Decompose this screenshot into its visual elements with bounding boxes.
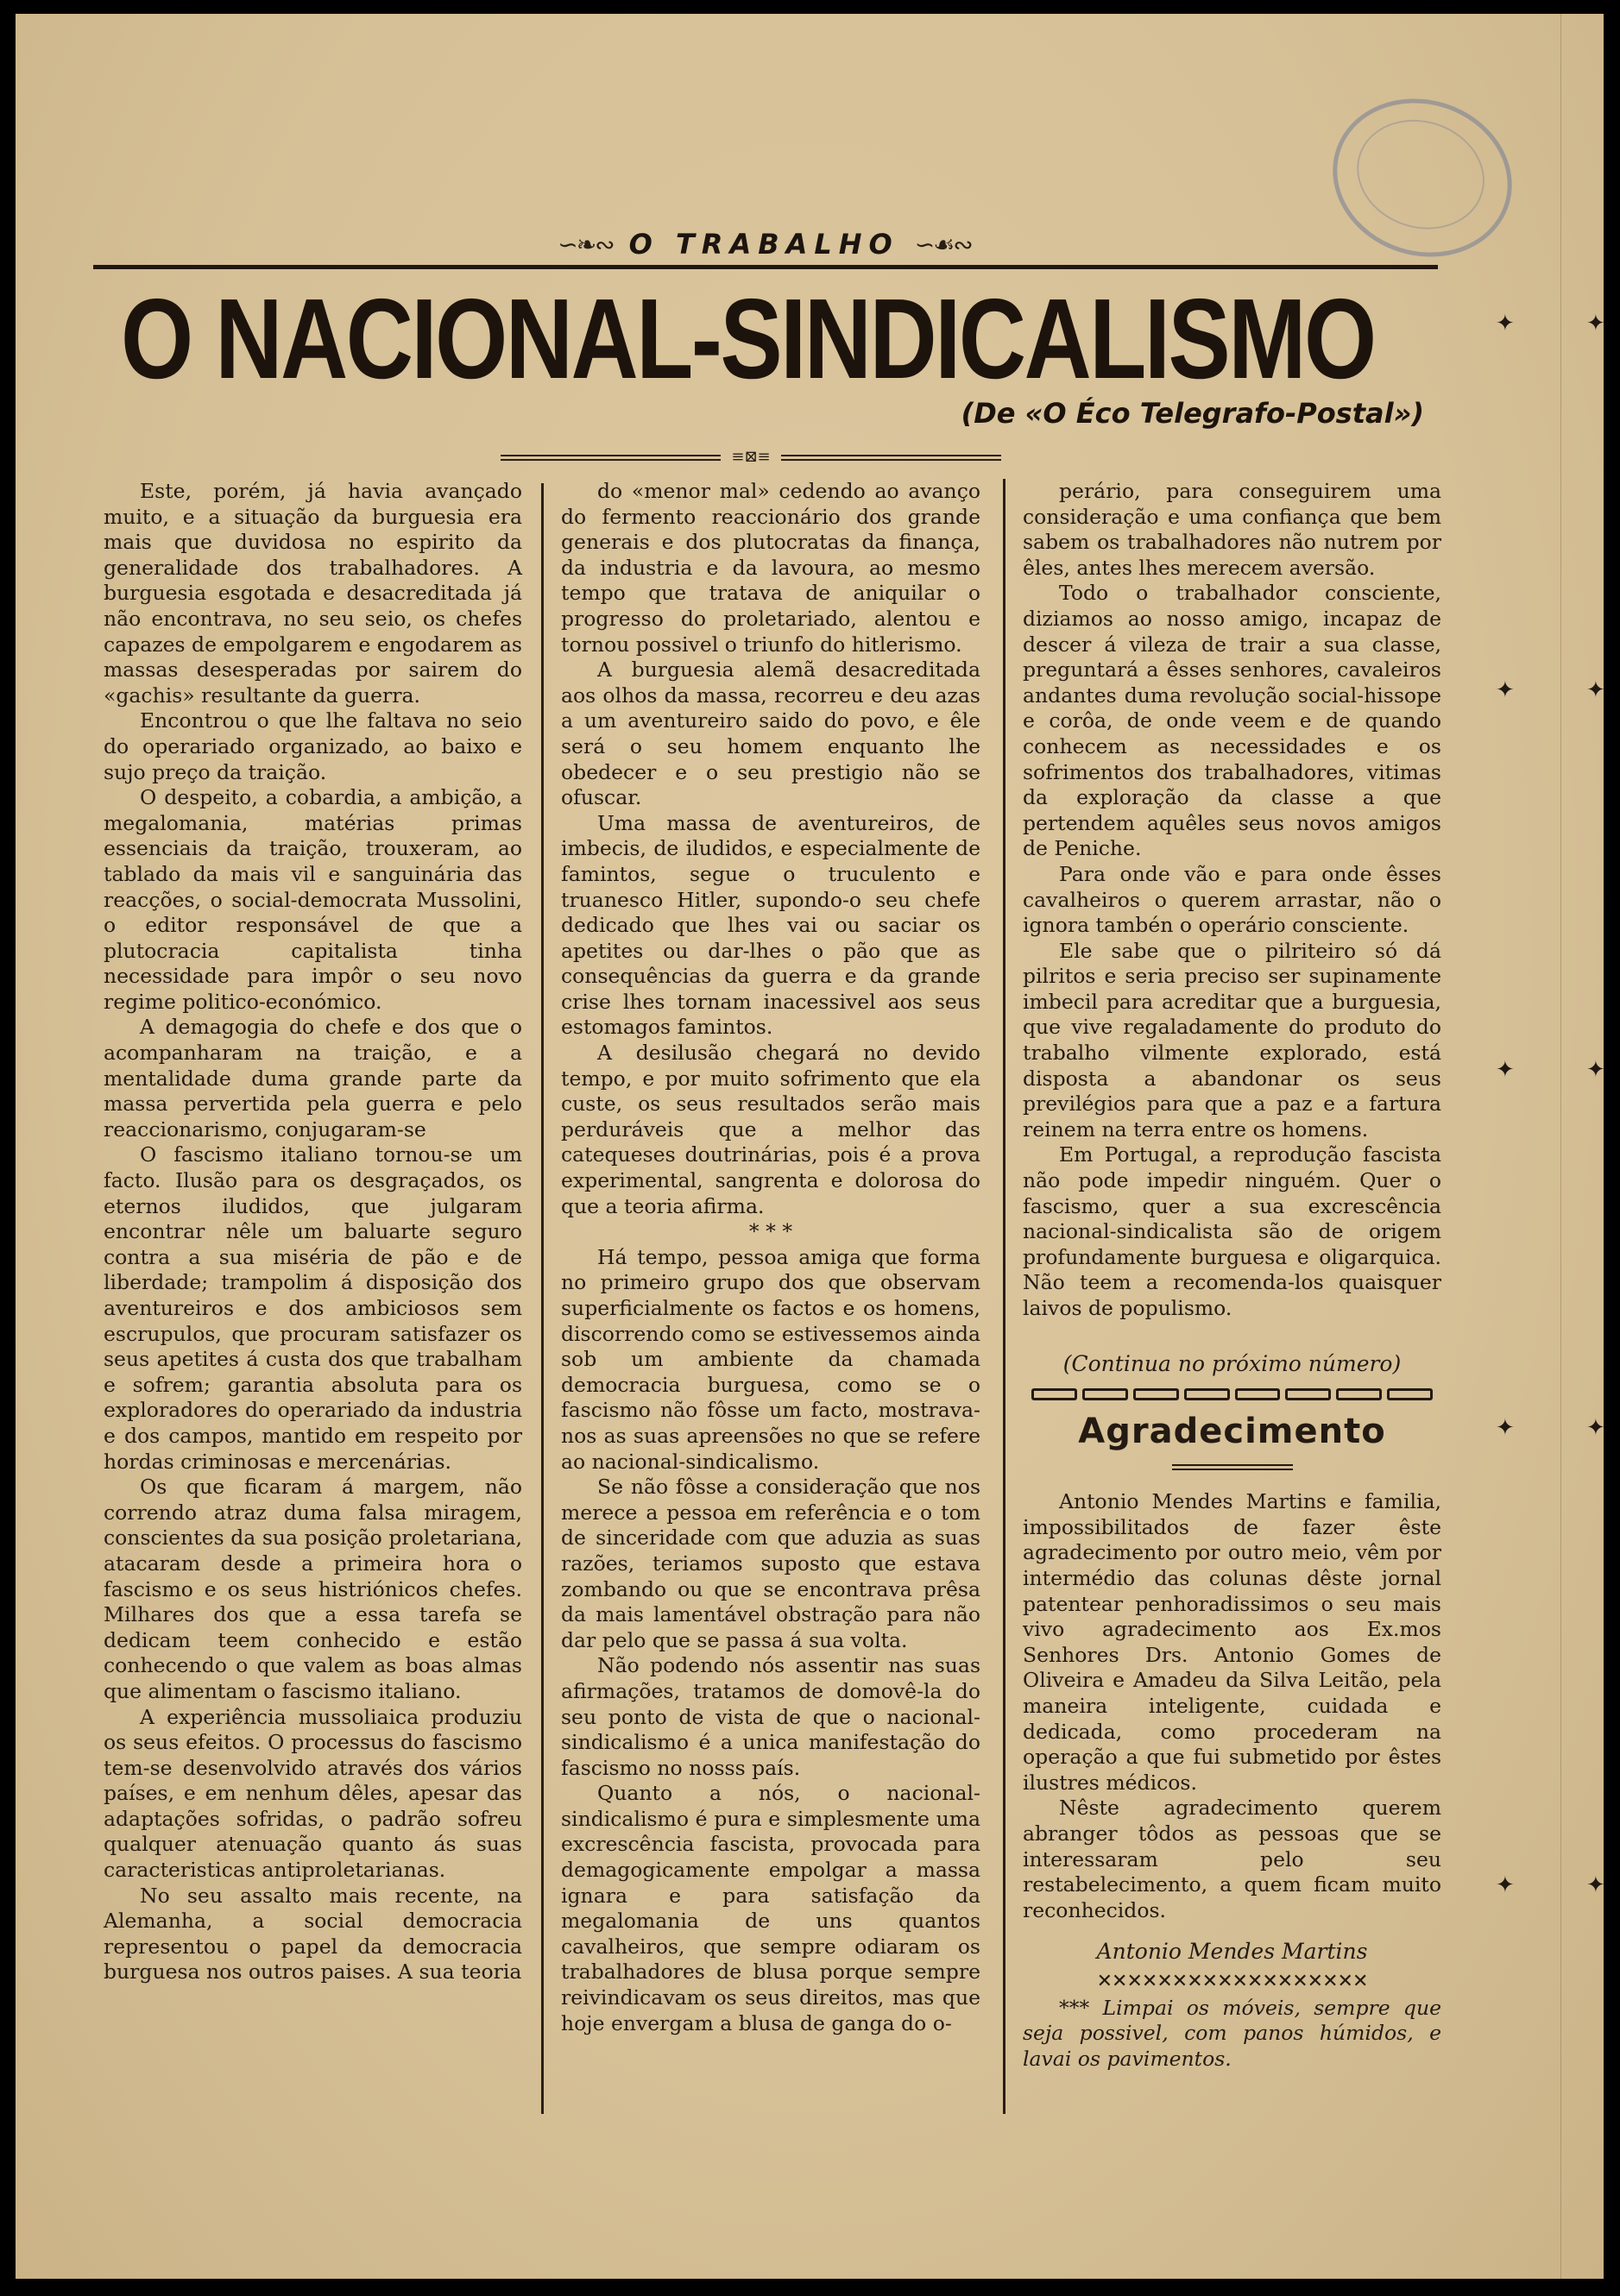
paragraph: O despeito, a cobardia, a ambição, a megalomania, matérias primas essenciais da traição, trouxeram, ao tablado da mais vil e sanguinária das reacções, o social-democrata Mussolini, o editor responsável de que a plutocracia capitalista tinha necessidade para impôr o seu novo regime politico-económico. [104, 785, 522, 1014]
paragraph: A burguesia alemã desacreditada aos olhos da massa, recorreu e deu azas a um aventureiro saido do povo, e êle será o seu homem enquanto lhe obedecer e o seu prestigio não se ofuscar. [561, 657, 980, 810]
binding-staple-icon: ✦ [1496, 1415, 1515, 1441]
paragraph: Os que ficaram á margem, não correndo atraz duma falsa miragem, conscientes da sua posição proletariana, atacaram desde a primeira hora o fascismo e os seus histriónicos chefes. Milhares dos que a essa tarefa se dedicam teem conhecido e estão conhecendo o que valem as boas almas que alimentam o fascismo italiano. [104, 1475, 522, 1703]
binding-staple-icon: ✦ [1496, 677, 1515, 703]
ornament-divider-center-icon: ≡⊠≡ [731, 448, 771, 466]
cross-pattern-divider: ✕✕✕✕✕✕✕✕✕✕✕✕✕✕✕✕✕✕ [1096, 1970, 1368, 1992]
paragraph: O fascismo italiano tornou-se um facto. Ilusão para os desgraçados, os eternos iludidos, que julgaram encontrar nêle um baluarte seguro contra a sua miséria de pão e de liberdade; trampolim á disposição dos aventureiros e dos ambiciosos sem escrupulos, que procuram satisfazer os seus apetites á custa dos que trabalham e sofrem; garantia absoluta para os exploradores do operariado da industria e dos campos, mantido em respeito por hordas criminosas e mercenárias. [104, 1142, 522, 1474]
paragraph: Todo o trabalhador consciente, diziamos ao nosso amigo, incapaz de descer á vileza de trair a sua classe, preguntará a êsses senhores, cavaleiros andantes duma revolução social-hissope e corôa, de onde veem e de quando conhecem as necessidades e os sofrimentos dos trabalhadores, vitimas da exploração da classe a que pertendem aquêles seus novos amigos de Peniche. [1023, 581, 1441, 861]
paragraph: A experiência mussoliaica produziu os seus efeitos. O processus do fascismo tem-se desenvolvido através dos vários países, e em nenhum dêles, apesar das adaptações sofridas, o padrão sofreu qualquer atenuação quanto ás suas caracteristicas antiproletarianas. [104, 1704, 522, 1883]
paragraph: No seu assalto mais recente, na Alemanha, a social democracia representou o papel da democracia burguesa nos outros paises. A sua teoria [104, 1883, 522, 1985]
paragraph: perário, para conseguirem uma consideração e uma confiança que bem sabem os trabalhadores não nutrem por êles, antes lhes merecem aversão. [1023, 479, 1441, 580]
section-break-asterisks: * * * [748, 1219, 793, 1244]
paragraph: Não podendo nós assentir nas suas afirmações, tratamos de domovê-la do seu ponto de vista de que o nacional-sindicalismo é a unica manifestação do fascismo no nosss país. [561, 1653, 980, 1780]
signature: Antonio Mendes Martins [1096, 1939, 1368, 1965]
masthead-title: O TRABALHO [628, 228, 899, 261]
ornament-divider [501, 448, 1001, 466]
agradecimento-title: Agradecimento [1078, 1412, 1386, 1452]
source-attribution: (De «O Éco Telegrafo-Postal») [961, 397, 1424, 430]
binding-staple-icon: ✦ [1586, 1057, 1605, 1083]
paragraph: Ele sabe que o pilriteiro só dá pilritos e seria preciso ser supinamente imbecil para acreditar que a burguesia, que vive regaladamente do produto do trabalho vilmente explorado, está disposta a abandonar os seus previlégios para que a paz e a fartura reinem na terra entre os homens. [1023, 938, 1441, 1142]
article-column-1 [104, 479, 522, 1985]
ornament-divider-left [501, 455, 721, 461]
headline: O NACIONAL-SINDICALISMO [121, 275, 1375, 402]
paragraph: Se não fôsse a consideração que nos merece a pessoa em referência e o tom de sinceridade com que aduzia as suas razões, teriamos suposto que estava zombando ou que se encontrava prêsa da mais lamentável obstração para não dar pelo que se passa á sua volta. [561, 1475, 980, 1652]
binding-staple-icon: ✦ [1586, 677, 1605, 703]
paragraph: Em Portugal, a reprodução fascista não pode impedir ninguém. Quer o fascismo, quer a sua excrescência nacional-sindicalista são de origem profundamente burguesa e oligarquica. Não teem a recomenda-los quaisquer laivos de populismo. [1023, 1142, 1441, 1320]
paragraph: A desilusão chegará no devido tempo, e por muito sofrimento que ela custe, os seus resultados serão mais perduráveis que a melhor das catequeses doutrinárias, pois é a prova experimental, sangrenta e dolorosa do que a teoria afirma. [561, 1041, 980, 1218]
household-note: *** Limpai os móveis, sempre que seja possivel, com panos húmidos, e lavai os pavimentos. [1023, 1995, 1441, 2072]
column-divider [541, 483, 544, 2114]
masthead [91, 223, 1439, 266]
binding-staple-icon: ✦ [1496, 311, 1515, 337]
ornament-divider-right [781, 455, 1001, 461]
short-divider [1172, 1464, 1293, 1470]
masthead-flourish-left-icon: ∽❧∾ [558, 230, 614, 259]
column-divider [1003, 479, 1005, 2114]
masthead-flourish-right-icon: ∽☙∾ [914, 230, 972, 259]
binding-staple-icon: ✦ [1586, 311, 1605, 337]
article-column-3 [1023, 479, 1441, 2073]
paragraph: Há tempo, pessoa amiga que forma no primeiro grupo dos que observam superficialmente os factos e os homens, discorrendo como se estivessemos ainda sob um ambiente da chamada democracia burguesa, como se o fascismo não fôsse um facto, mostrava-nos as suas apreensões no que se refere ao nacional-sindicalismo. [561, 1244, 980, 1474]
masthead-rule [93, 265, 1438, 269]
binding-staple-icon: ✦ [1586, 1872, 1605, 1898]
paragraph: Quanto a nós, o nacional-sindicalismo é pura e simplesmente uma excrescência fascista, provocada para demagogicamente empolgar a massa ignara e para satisfação da megalomania de uns quantos cavalheiros, que sempre odiaram os trabalhadores de blusa porque sempre reivindicavam os seus direitos, mas que hoje envergam a blusa de ganga do o- [561, 1781, 980, 2035]
continued-notice: (Continua no próximo número) [1062, 1350, 1402, 1376]
page-fold-line [1560, 14, 1561, 2279]
paragraph: Nêste agradecimento querem abranger tôdos as pessoas que se interessaram pelo seu restabelecimento, a quem ficam muito reconhecidos. [1023, 1796, 1441, 1922]
binding-staple-icon: ✦ [1586, 1415, 1605, 1441]
paragraph: Encontrou o que lhe faltava no seio do operariado organizado, ao baixo e sujo preço da traição. [104, 708, 522, 784]
binding-staple-icon: ✦ [1496, 1057, 1515, 1083]
article-column-2 [561, 479, 980, 2036]
paragraph: Antonio Mendes Martins e familia, impossibilitados de fazer êste agradecimento por outro meio, vêm por intermédio das colunas dêste jornal patentear penhoradissimos o seu mais vivo agradecimento aos Ex.mos Senhores Drs. Antonio Gomes de Oliveira e Amadeu da Silva Leitão, pela maneira inteligente, cuidada e dedicada, como procederam na operação a que fui submetido por êstes ilustres médicos. [1023, 1489, 1441, 1795]
paragraph: Este, porém, já havia avançado muito, e a situação da burguesia era mais que duvidosa no espirito da generalidade dos trabalhadores. A burguesia esgotada e desacreditada já não encontrava, no seu seio, os chefes capazes de empolgarem e engodarem as massas desesperadas por sairem do «gachis» resultante da guerra. [104, 479, 522, 708]
binding-staple-icon: ✦ [1496, 1872, 1515, 1898]
chain-border-divider [1031, 1388, 1433, 1402]
paragraph: A demagogia do chefe e dos que o acompanharam na traição, e a mentalidade duma grande parte da massa pervertida pela guerra e pelo reaccionarismo, conjugaram-se [104, 1015, 522, 1142]
paragraph: Uma massa de aventureiros, de imbecis, de iludidos, e especialmente de famintos, segue o truculento e truanesco Hitler, supondo-o seu chefe dedicado que lhes vai ou saciar os apetites ou dar-lhes o pão que as consequências da guerra e da grande crise lhes tornam inacessivel aos seus estomagos famintos. [561, 810, 980, 1040]
paragraph: do «menor mal» cedendo ao avanço do fermento reaccionário dos grande generais e dos plutocratas da finança, da industria e da lavoura, ao mesmo tempo que tratava de aniquilar o progresso do proletariado, alentou e tornou possivel o triunfo do hitlerismo. [561, 479, 980, 657]
paragraph: Para onde vão e para onde êsses cavalheiros o querem arrastar, não o ignora tambén o operário consciente. [1023, 861, 1441, 938]
